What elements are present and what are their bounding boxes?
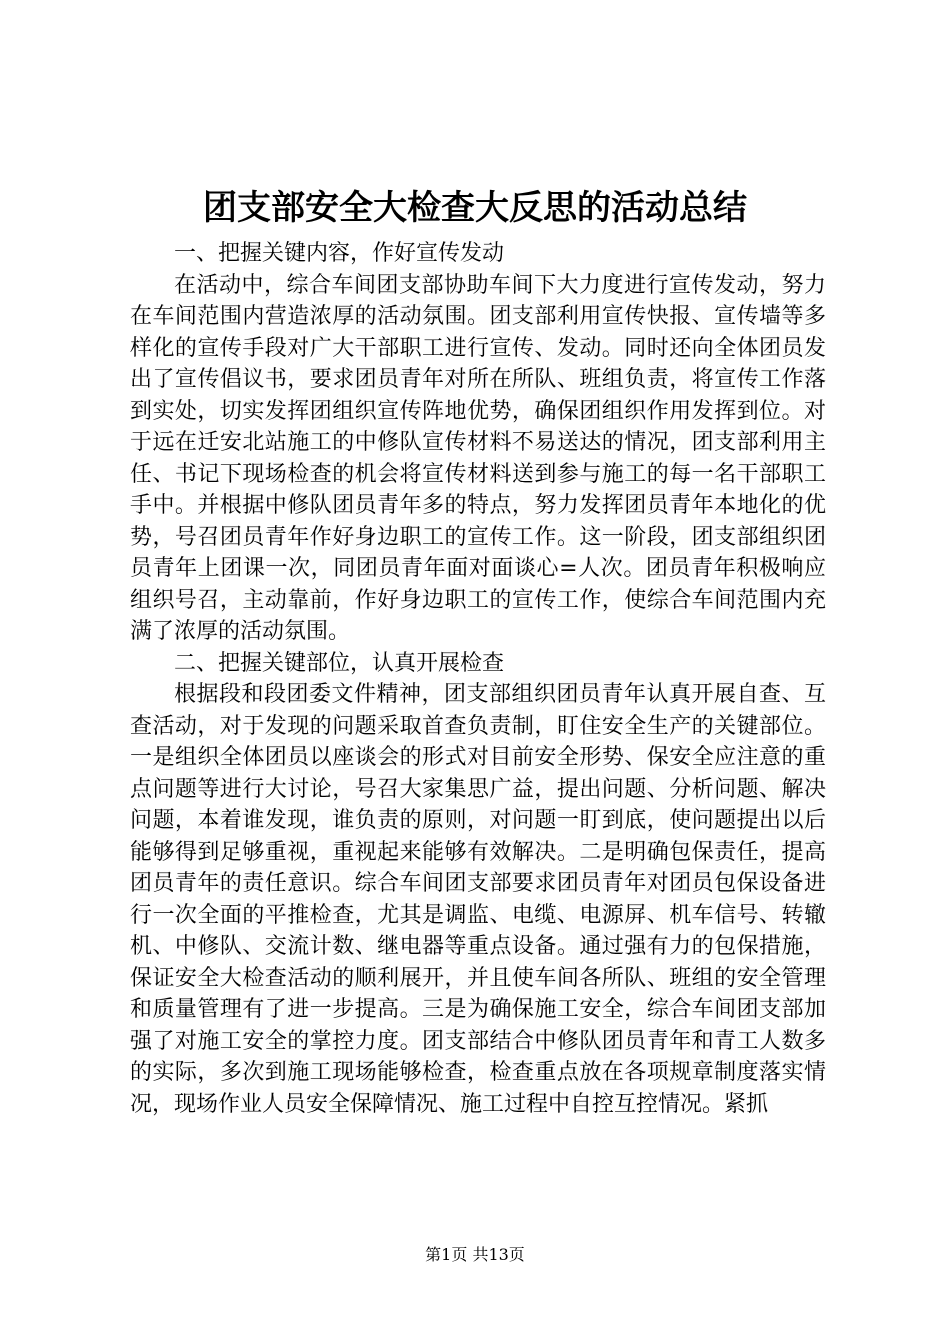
paragraph-1: 在活动中，综合车间团支部协助车间下大力度进行宣传发动，努力在车间范围内营造浓厚的活动氛围。团支部利用宣传快报、宣传墙等多样化的宣传手段对广大干部职工进行宣传、发动。同时还向全体团员发出了宣传倡议书，要求团员青年对所在所队、班组负责，将宣传工作落到实处，切实发挥团组织宣传阵地优势，确保团组织作用发挥到位。对于远在迁安北站施工的中修队宣传材料不易送达的情况，团支部利用主任、书记下现场检查的机会将宣传材料送到参与施工的每一名干部职工手中。并根据中修队团员青年多的特点，努力发挥团员青年本地化的优势，号召团员青年作好身边职工的宣传工作。这一阶段，团支部组织团员青年上团课一次，同团员青年面对面谈心=人次。团员青年积极响应组织号召，主动靠前，作好身边职工的宣传工作，使综合车间范围内充满了浓厚的活动氛围。	[130, 272, 826, 644]
section-heading-2: 二、把握关键部位，认真开展检查	[174, 650, 505, 676]
document-body	[130, 238, 826, 1120]
section-heading-1: 一、把握关键内容，作好宣传发动	[174, 241, 505, 266]
page-footer: 第1页 共13页	[425, 1245, 525, 1264]
document-title: 团支部安全大检查大反思的活动总结	[203, 188, 747, 228]
paragraph-2: 根据段和段团委文件精神，团支部组织团员青年认真开展自查、互查活动，对于发现的问题采取首查负责制，盯住安全生产的关键部位。一是组织全体团员以座谈会的形式对目前安全形势、保安全应注意的重点问题等进行大讨论，号召大家集思广益，提出问题、分析问题、解决问题，本着谁发现，谁负责的原则，对问题一盯到底，使问题提出以后能够得到足够重视，重视起来能够有效解决。二是明确包保责任，提高团员青年的责任意识。综合车间团支部要求团员青年对团员包保设备进行一次全面的平推检查，尤其是调监、电缆、电源屏、机车信号、转辙机、中修队、交流计数、继电器等重点设备。通过强有力的包保措施，保证安全大检查活动的顺利展开，并且使车间各所队、班组的安全管理和质量管理有了进一步提高。三是为确保施工安全，综合车间团支部加强了对施工安全的掌控力度。团支部结合中修队团员青年和青工人数多的实际，多次到施工现场能够检查，检查重点放在各项规章制度落实情况，现场作业人员安全保障情况、施工过程中自控互控情况。紧抓	[130, 682, 826, 1117]
